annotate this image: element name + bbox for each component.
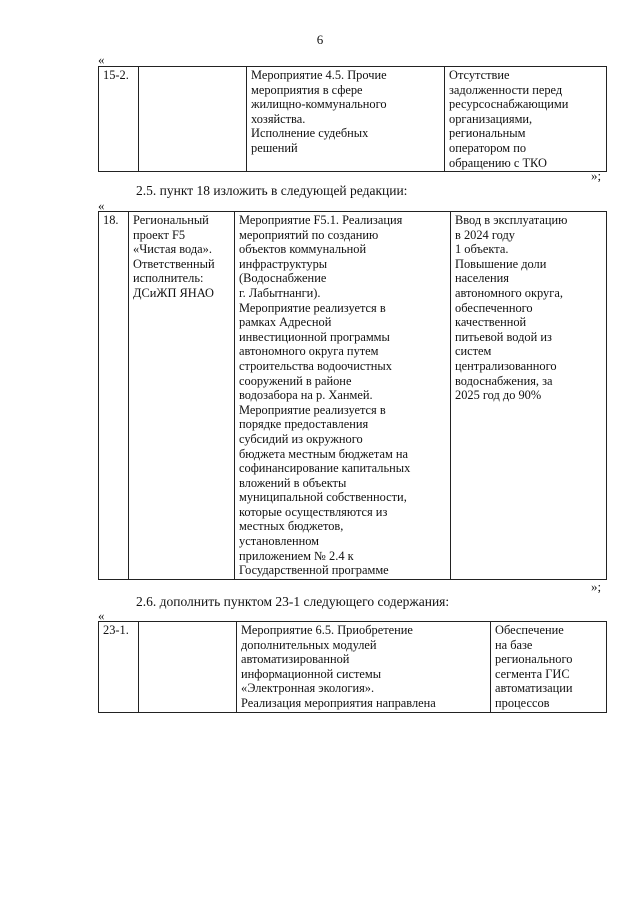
- text-line: систем: [455, 344, 492, 359]
- text-line: автоматизированной: [241, 652, 350, 667]
- text-line: Повышение доли: [455, 256, 547, 271]
- table-row-23-1: [98, 621, 607, 713]
- text-line: сегмента ГИС: [495, 666, 570, 681]
- text-line: вложений в объекты: [239, 475, 347, 490]
- text-line: централизованного: [455, 358, 557, 373]
- cell-project: [139, 622, 237, 713]
- text-line: Обеспечение: [495, 623, 564, 637]
- text-line: объектов коммунальной: [239, 242, 367, 257]
- cell-result: [451, 212, 607, 580]
- table-row-15-2: [98, 66, 607, 172]
- text-line: жилищно-коммунального: [251, 97, 387, 112]
- text-line: Ответственный: [133, 256, 215, 271]
- text-line: исполнитель:: [133, 271, 204, 286]
- text-line: рамках Адресной: [239, 315, 332, 330]
- text-line: Мероприятие реализуется в: [239, 402, 386, 417]
- text-line: решений: [251, 140, 298, 155]
- text-line: водозабора на р. Ханмей.: [239, 388, 373, 403]
- text-line: регионального: [495, 652, 573, 667]
- text-line: процессов: [495, 695, 550, 710]
- text-line: Отсутствие: [449, 68, 510, 82]
- text-line: г. Лабытнанги).: [239, 285, 321, 300]
- text-line: субсидий из окружного: [239, 431, 363, 446]
- text-line: региональным: [449, 126, 526, 141]
- text-line: автоматизации: [495, 681, 573, 696]
- cell-project: [129, 212, 235, 580]
- text-line: приложением № 2.4 к: [239, 548, 354, 563]
- text-line: 2025 год до 90%: [455, 388, 542, 403]
- cell-result: [491, 622, 607, 713]
- text-line: автономного округа путем: [239, 344, 379, 359]
- paragraph-2-5: 2.5. пункт 18 изложить в следующей редакции:: [136, 183, 408, 198]
- text-line: организациями,: [449, 111, 533, 126]
- paragraph-2-6: 2.6. дополнить пунктом 23-1 следующего содержания:: [136, 594, 450, 609]
- text-line: в 2024 году: [455, 227, 515, 242]
- text-line: строительства водоочистных: [239, 358, 392, 373]
- text-line: софинансирование капитальных: [239, 461, 411, 476]
- cell-result: [445, 67, 607, 172]
- text-line: Региональный: [133, 213, 209, 227]
- text-line: мероприятий по созданию: [239, 227, 379, 242]
- text-line: оператором по: [449, 140, 527, 155]
- text-line: «Чистая вода».: [133, 242, 212, 257]
- open-quote: «: [98, 52, 105, 67]
- cell-measure: [235, 212, 451, 580]
- text-line: Ввод в эксплуатацию: [455, 213, 568, 227]
- text-line: ДСиЖП ЯНАО: [133, 285, 214, 300]
- text-line: муниципальной собственности,: [239, 490, 407, 505]
- page-number: 6: [316, 32, 324, 47]
- open-quote: «: [98, 608, 105, 623]
- text-line: дополнительных модулей: [241, 637, 377, 652]
- text-line: инвестиционной программы: [239, 329, 390, 344]
- table-row-18: [98, 211, 607, 580]
- text-line: бюджета местным бюджетам на: [239, 446, 409, 461]
- text-line: качественной: [455, 315, 527, 330]
- cell-number: 23-1.: [99, 622, 139, 713]
- text-line: информационной системы: [241, 666, 382, 681]
- text-line: Мероприятие реализуется в: [239, 300, 386, 315]
- text-line: (Водоснабжение: [239, 271, 327, 286]
- text-line: населения: [455, 271, 509, 286]
- text-line: порядке предоставления: [239, 417, 369, 432]
- open-quote: «: [98, 198, 105, 213]
- text-line: ресурсоснабжающими: [449, 97, 569, 112]
- cell-measure: [247, 67, 445, 172]
- text-line: сооружений в районе: [239, 373, 352, 388]
- cell-measure: [237, 622, 491, 713]
- text-line: 1 объекта.: [455, 242, 509, 257]
- text-line: обращению с ТКО: [449, 155, 547, 170]
- close-quote: »;: [591, 579, 602, 594]
- text-line: «Электронная экология».: [241, 681, 375, 696]
- text-line: Мероприятие F5.1. Реализация: [239, 213, 403, 227]
- text-line: Исполнение судебных: [251, 126, 369, 141]
- text-line: Мероприятие 4.5. Прочие: [251, 68, 387, 82]
- text-line: установленном: [239, 534, 320, 549]
- text-line: питьевой водой из: [455, 329, 552, 344]
- text-line: Реализация мероприятия направлена: [241, 695, 436, 710]
- text-line: обеспеченного: [455, 300, 533, 315]
- text-line: на базе: [495, 637, 533, 652]
- text-line: водоснабжения, за: [455, 373, 553, 388]
- cell-project: [139, 67, 247, 172]
- close-quote: »;: [591, 168, 602, 183]
- text-line: которые осуществляются из: [239, 504, 388, 519]
- text-line: задолженности перед: [449, 82, 563, 97]
- text-line: автономного округа,: [455, 285, 563, 300]
- text-line: инфраструктуры: [239, 256, 328, 271]
- text-line: местных бюджетов,: [239, 519, 344, 534]
- text-line: Мероприятие 6.5. Приобретение: [241, 623, 413, 637]
- text-line: проект F5: [133, 227, 186, 242]
- text-line: хозяйства.: [251, 111, 306, 126]
- cell-number: 18.: [99, 212, 129, 580]
- cell-number: 15-2.: [99, 67, 139, 172]
- text-line: мероприятия в сфере: [251, 82, 363, 97]
- text-line: Государственной программе: [239, 563, 389, 578]
